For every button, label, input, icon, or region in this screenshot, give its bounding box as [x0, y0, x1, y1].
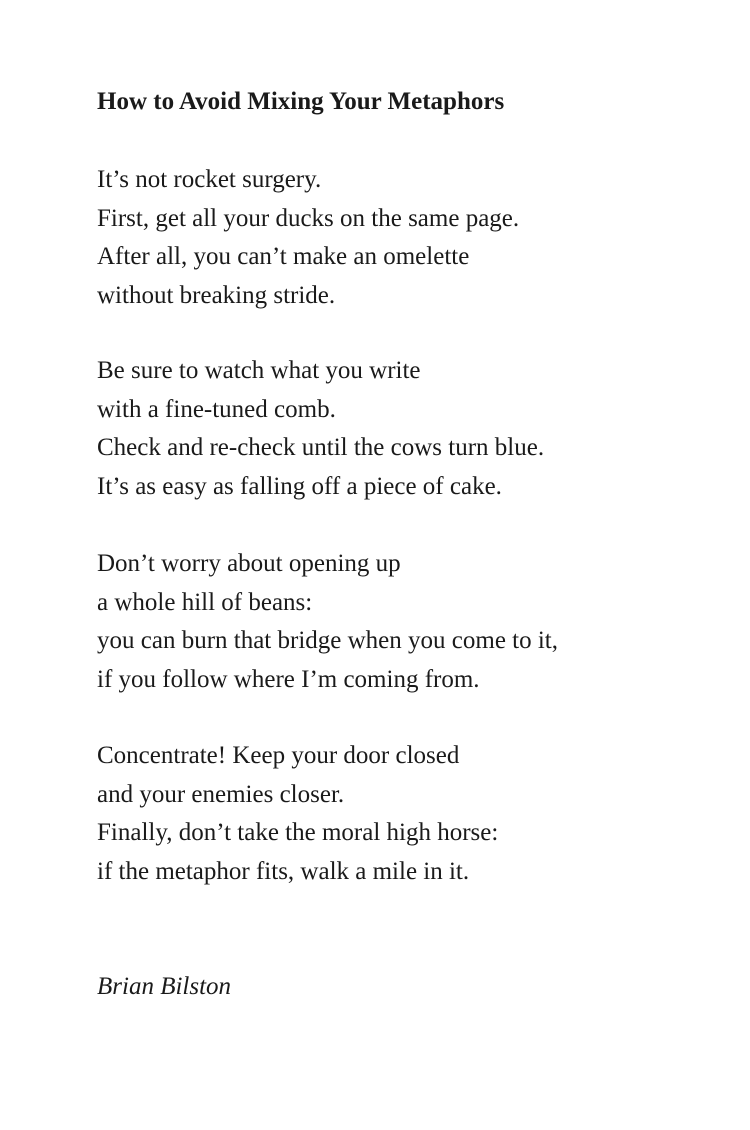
poem-author: Brian Bilston: [97, 973, 232, 1000]
poem-line: a whole hill of beans:: [97, 588, 313, 616]
poem-title: How to Avoid Mixing Your Metaphors: [97, 88, 505, 115]
poem-line: Don’t worry about opening up: [97, 550, 401, 577]
stanza-2: [97, 352, 717, 506]
poem-line: if you follow where I’m coming from.: [97, 665, 480, 693]
stanza-4: [97, 737, 717, 891]
poem-line: After all, you can’t make an omelette: [97, 243, 470, 270]
poem-line: with a fine-tuned comb.: [97, 395, 336, 423]
stanza-1: [97, 161, 717, 315]
poem-line: Finally, don’t take the moral high horse:: [97, 819, 499, 846]
poem-line: without breaking stride.: [97, 281, 336, 309]
poem-line: It’s not rocket surgery.: [97, 166, 322, 193]
poem-line: if the metaphor fits, walk a mile in it.: [97, 857, 470, 885]
poem-line: and your enemies closer.: [97, 780, 345, 808]
poem-line: First, get all your ducks on the same page.: [97, 204, 520, 232]
poem-line: Be sure to watch what you write: [97, 357, 421, 384]
poem-line: you can burn that bridge when you come to it,: [97, 627, 558, 654]
poem-line: Concentrate! Keep your door closed: [97, 742, 460, 769]
poem-line: Check and re-check until the cows turn blue.: [97, 434, 545, 461]
poem-line: It’s as easy as falling off a piece of cake.: [97, 472, 502, 500]
stanza-3: [97, 545, 717, 699]
